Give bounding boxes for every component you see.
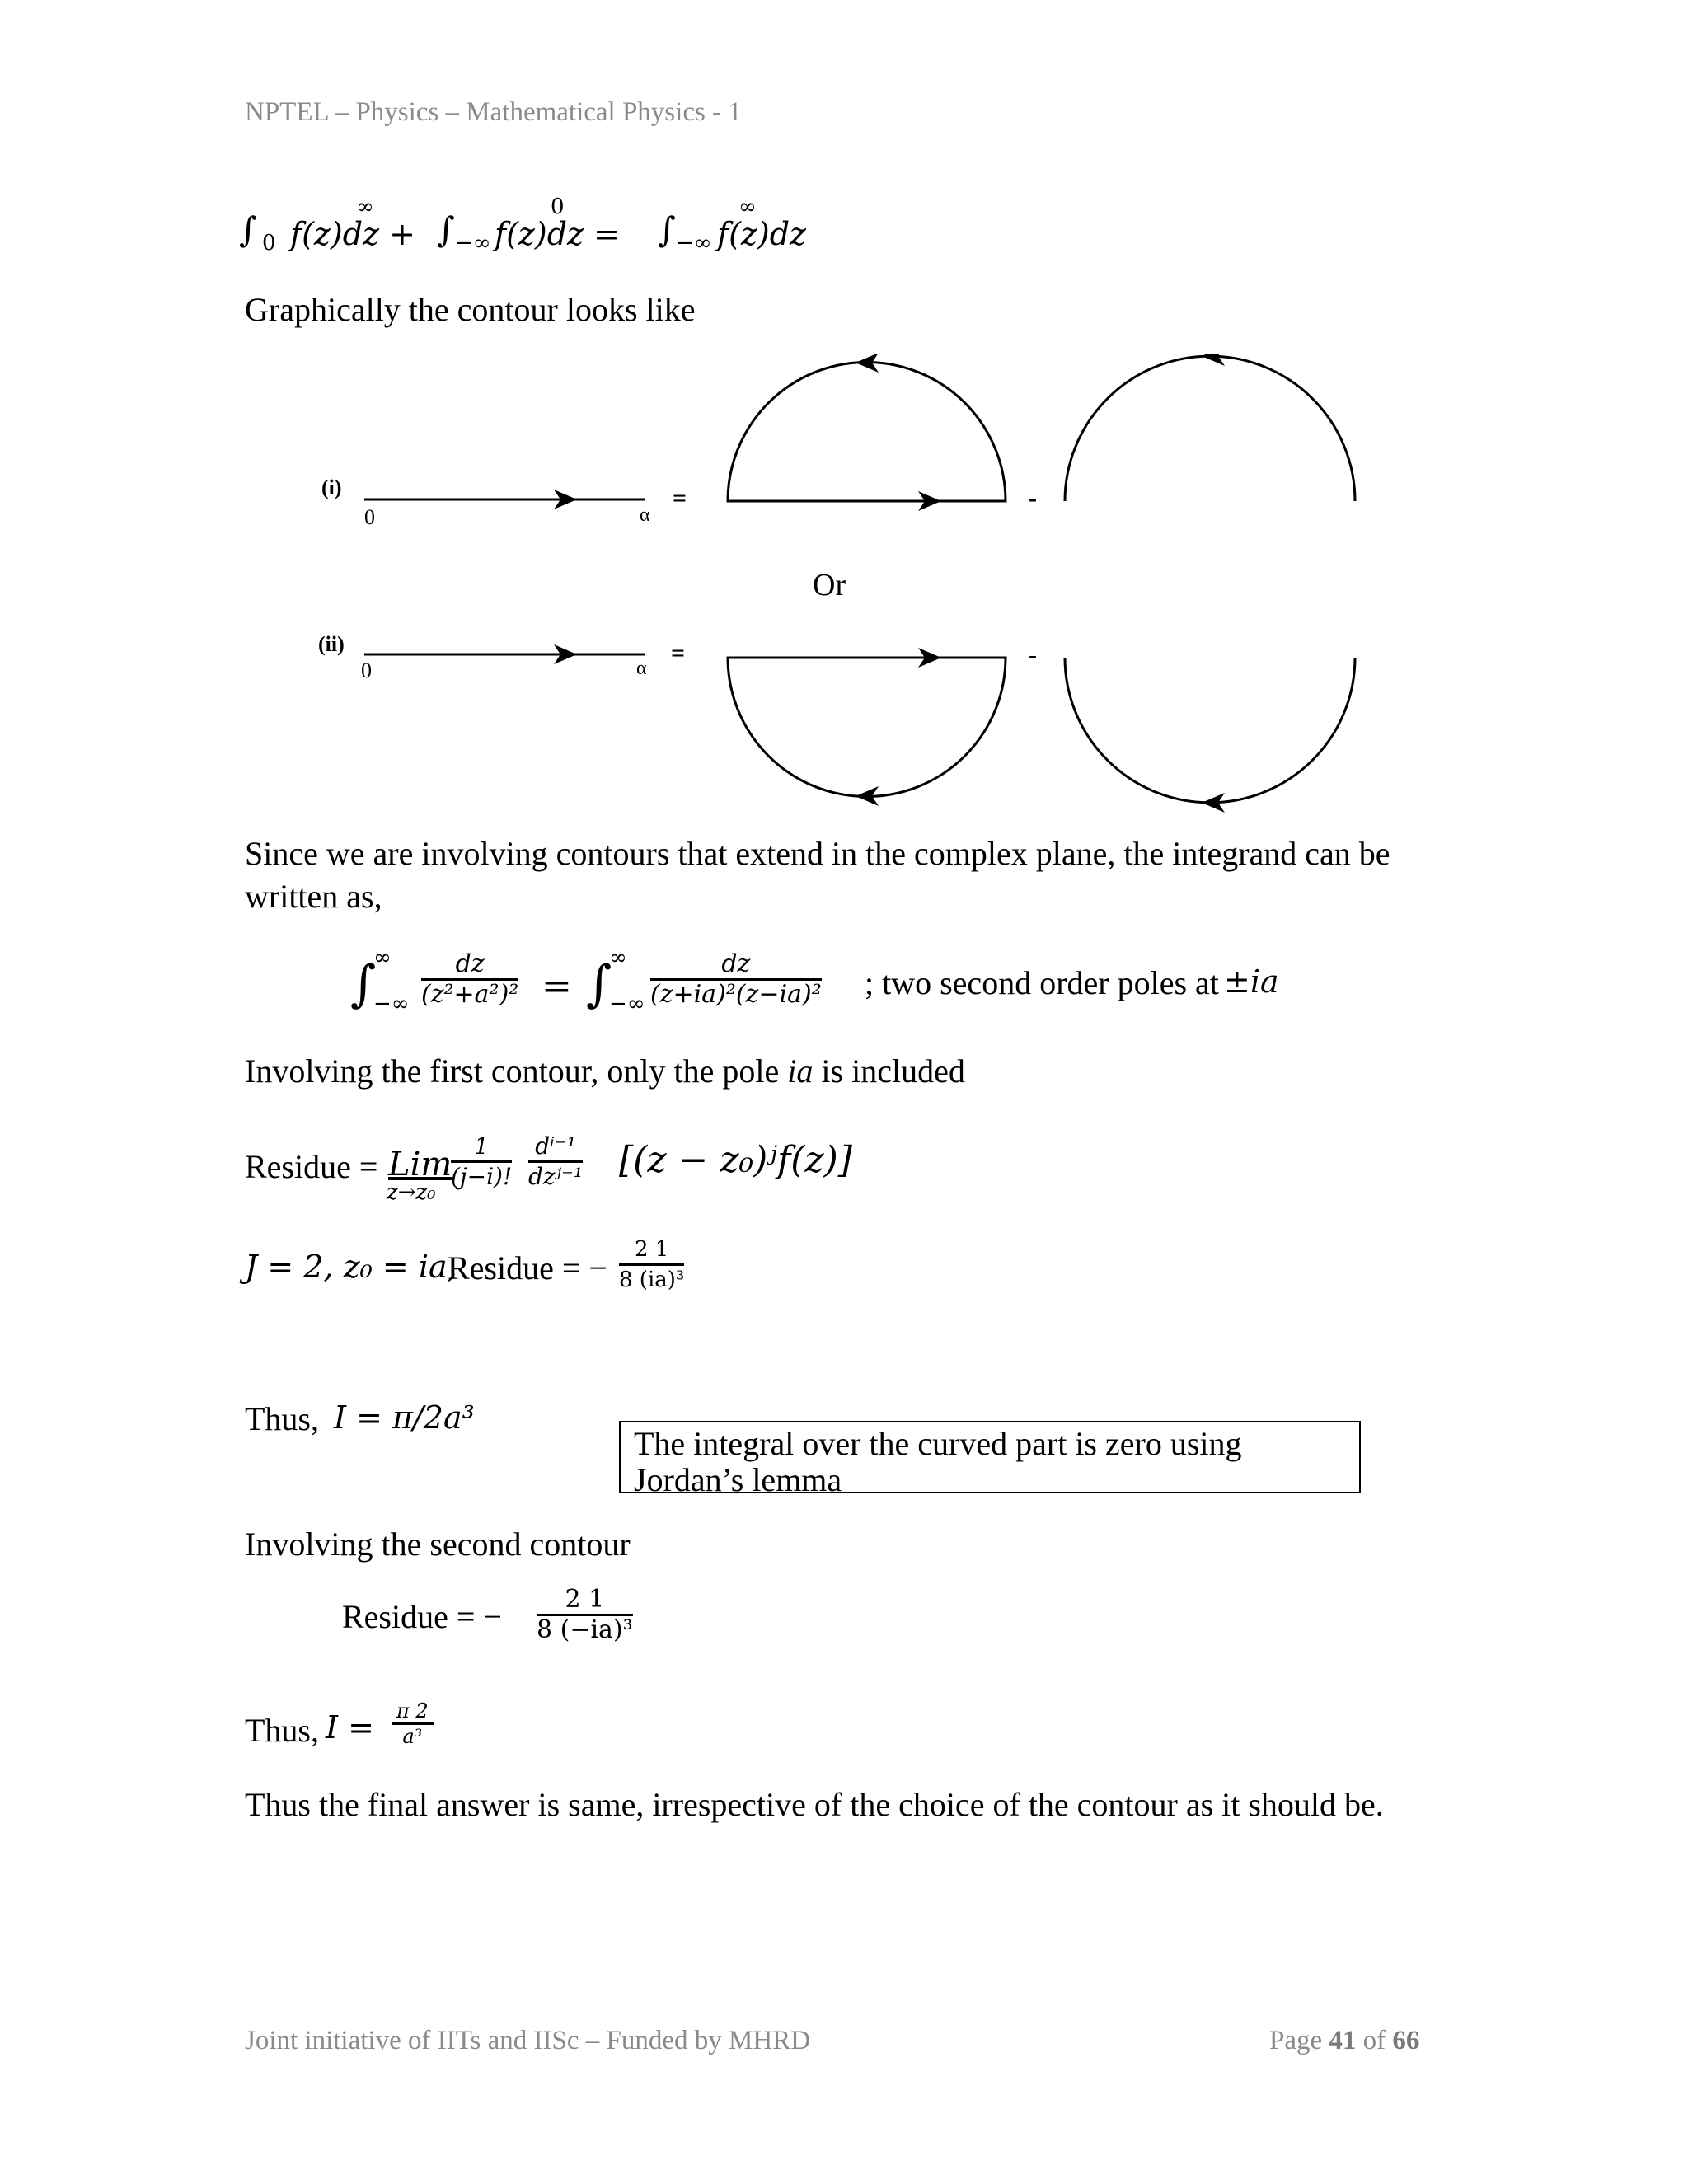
residue-formula [245, 1121, 904, 1212]
integral-sign: ∫ [586, 955, 612, 1013]
integral-sum-equation [239, 191, 816, 265]
eq2-fraction-1 [421, 950, 518, 1009]
second-contour-text: Involving the second contour [245, 1526, 631, 1563]
start-label-ii: 0 [361, 658, 372, 682]
result-first-expr: I = π/2a³ [334, 1399, 475, 1436]
result-second-num: π 2 [392, 1699, 434, 1725]
thus-label: Thus, [245, 1400, 319, 1437]
int3-upper: ∞ [738, 194, 757, 219]
residue-second-label: Residue = − [342, 1598, 502, 1635]
equals-i: = [673, 485, 687, 512]
int1-upper: ∞ [356, 194, 374, 219]
result-second-fraction [392, 1699, 434, 1748]
residue-first-label: Residue = − [448, 1249, 607, 1286]
arc-lower-open [1065, 658, 1355, 803]
eq2-den-2: (z+ia)²(z−ia)² [650, 980, 822, 1009]
integrand-equation [350, 944, 1339, 1026]
equals-ii: = [671, 640, 686, 667]
residue-first-contour [245, 1232, 822, 1306]
page-prefix: Page [1269, 2026, 1323, 2055]
residue-bracket: [(z − z₀)ʲf(z)] [619, 1139, 852, 1181]
eq2-fraction-2 [650, 950, 822, 1009]
eq2-lower-limit: −∞ [373, 991, 410, 1016]
residue-formula-label: Residue = [245, 1148, 378, 1185]
eq2-upper-limit: ∞ [609, 945, 627, 970]
paragraph-complex-plane: Since we are involving contours that extend in the complex plane, the integrand can be [245, 835, 1390, 872]
int3-body: f(z)dz [717, 216, 807, 252]
residue-first-den: 8 (ia)³ [619, 1268, 685, 1292]
factorial-num: 1 [451, 1132, 512, 1163]
first-contour-post: is included [821, 1052, 965, 1090]
contour-diagram [297, 354, 1401, 816]
factorial-fraction [451, 1132, 512, 1191]
page-current: 41 [1329, 2026, 1357, 2055]
lim-subscript: z→z₀ [387, 1180, 436, 1205]
graph-intro: Graphically the contour looks like [245, 291, 696, 328]
result-first-contour [245, 1393, 574, 1451]
residue-second-fraction [537, 1586, 633, 1644]
or-label: Or [813, 568, 846, 602]
result-second-contour [245, 1698, 574, 1764]
int1-lower: 0 [262, 231, 276, 255]
derivative-num: dⁱ⁻¹ [528, 1132, 583, 1163]
residue-first-fraction [619, 1235, 684, 1294]
eq2-note: ; two second order poles at [865, 964, 1219, 1001]
eq2-lower-limit: −∞ [609, 991, 645, 1016]
page-header: NPTEL – Physics – Mathematical Physics - 1 [245, 97, 742, 127]
conclusion-text: Thus the final answer is same, irrespective of the choice of the contour as it should be. [245, 1786, 1384, 1823]
int2-lower: −∞ [455, 231, 491, 255]
residue-first-values: J = 2, z₀ = ia, [245, 1249, 457, 1285]
first-contour-text [245, 1050, 965, 1093]
lim-operator: Lim [388, 1146, 452, 1183]
minus-ii: - [1029, 641, 1037, 668]
residue-second-contour [342, 1582, 837, 1657]
residue-second-den: 8 (−ia)³ [537, 1615, 633, 1644]
eq2-num-1: dz [421, 950, 518, 981]
page-total: 66 [1392, 2026, 1420, 2055]
derivative-fraction [528, 1132, 583, 1191]
eq2-den-1: (z²+a²)² [421, 980, 519, 1009]
int2-body: f(z)dz = [495, 216, 620, 252]
factorial-den: (j−i)! [451, 1163, 513, 1190]
result-second-lhs: I = [326, 1709, 374, 1746]
result-second-den: a³ [402, 1725, 423, 1748]
arc-upper-open [1065, 356, 1355, 501]
eq2-upper-limit: ∞ [373, 945, 392, 970]
page-number [1269, 2026, 1419, 2056]
paragraph-complex-plane-cont: written as, [245, 878, 382, 915]
row-label-ii: (ii) [318, 632, 345, 656]
footer-left: Joint initiative of IITs and IISc – Funded by MHRD [245, 2026, 811, 2055]
integral-sign: ∫ [239, 209, 257, 250]
jordan-lemma-note: The integral over the curved part is zero using Jordan’s lemma [619, 1421, 1361, 1493]
integral-sign: ∫ [437, 209, 455, 250]
minus-i: - [1029, 485, 1037, 512]
end-label-ii: α [636, 658, 647, 679]
int2-upper: 0 [551, 194, 565, 219]
derivative-den: dzʲ⁻¹ [528, 1163, 584, 1190]
page-of: of [1362, 2026, 1386, 2055]
int1-body: f(z)dz + [290, 216, 415, 252]
eq2-num-2: dz [650, 950, 822, 981]
eq2-poles: ±ia [1224, 963, 1279, 1000]
integral-sign: ∫ [658, 209, 676, 250]
int3-lower: −∞ [676, 231, 712, 255]
residue-first-num: 2 1 [619, 1235, 684, 1266]
first-contour-pre: Involving the first contour, only the pole [245, 1052, 780, 1090]
eq2-equals: = [542, 965, 572, 1007]
thus-label: Thus, [245, 1712, 319, 1749]
semicircle-upper-closed [728, 363, 1006, 502]
semicircle-lower-closed [728, 658, 1006, 797]
row-label-i: (i) [321, 476, 342, 499]
residue-second-num: 2 1 [537, 1586, 633, 1616]
integral-sign: ∫ [350, 955, 377, 1013]
first-contour-pole: ia [787, 1052, 814, 1090]
end-label-i: α [640, 504, 650, 526]
start-label-i: 0 [364, 505, 375, 529]
